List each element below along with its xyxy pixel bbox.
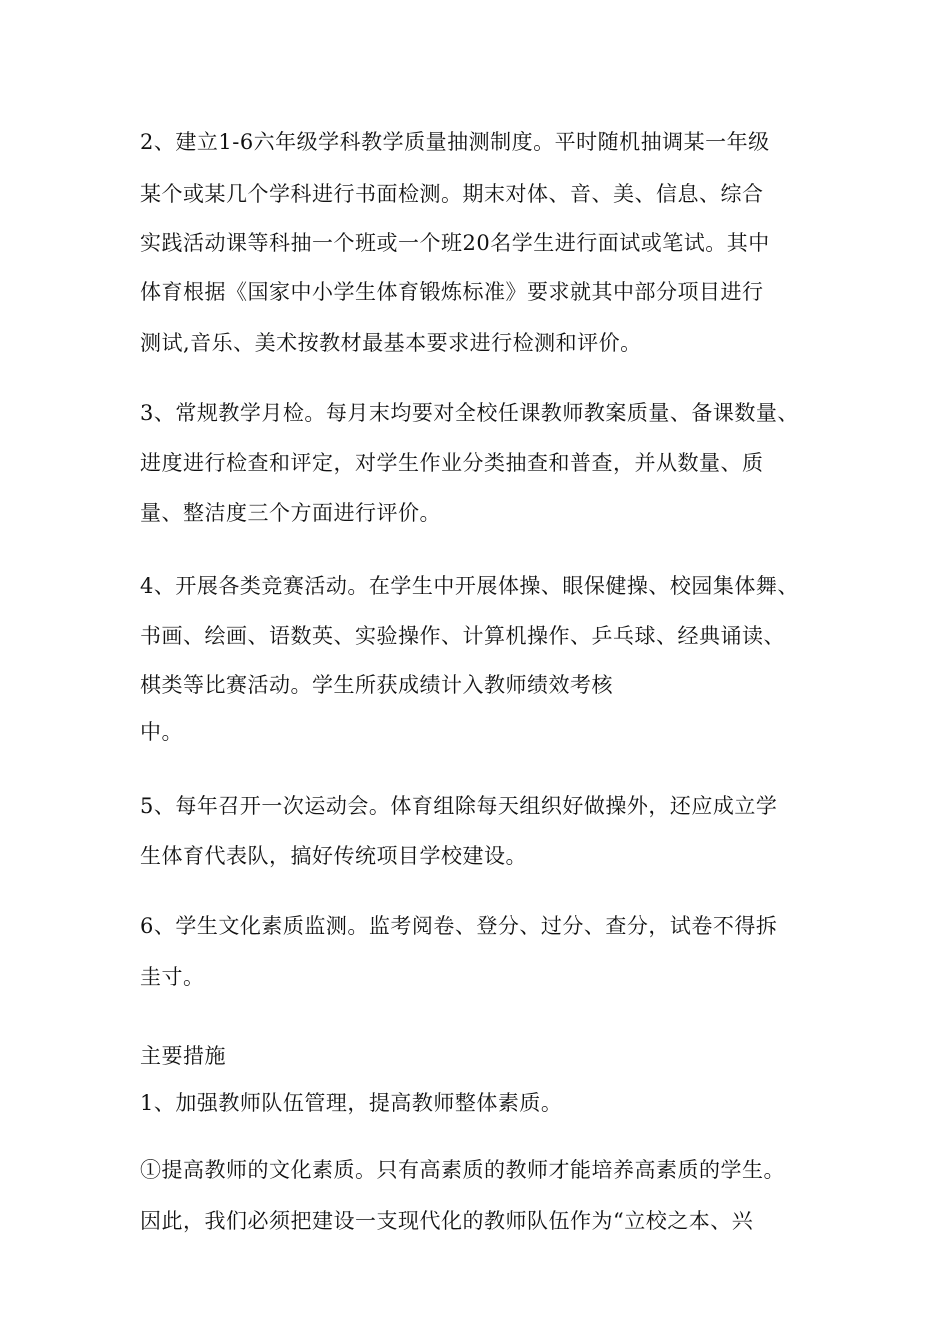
- measure-1: 1、加强教师队伍管理，提高教师整体素质。: [140, 1091, 563, 1115]
- paragraph-6-line-1: 6、学生文化素质监测。监考阅卷、登分、过分、查分，试卷不得拆: [140, 914, 778, 938]
- paragraph-5-line-2: 生体育代表队，搞好传统项目学校建设。: [140, 844, 527, 868]
- paragraph-2-line-3: 实践活动课等科抽一个班或一个班20名学生进行面试或笔试。其中: [140, 231, 770, 255]
- measure-1a-line-2: 因此，我们必须把建设一支现代化的教师队伍作为“立校之本、兴: [140, 1209, 754, 1233]
- paragraph-2-line-4: 体育根据《国家中小学生体育锻炼标准》要求就其中部分项目进行: [140, 280, 764, 304]
- paragraph-4-line-4: 中。: [140, 720, 183, 744]
- paragraph-4-line-1: 4、开展各类竞赛活动。在学生中开展体操、眼保健操、校园集体舞、: [140, 574, 799, 598]
- paragraph-2-line-1: 2、建立1-6六年级学科教学质量抽测制度。平时随机抽调某一年级: [140, 130, 770, 154]
- paragraph-5-line-1: 5、每年召开一次运动会。体育组除每天组织好做操外，还应成立学: [140, 794, 778, 818]
- paragraph-3-line-2: 进度进行检查和评定，对学生作业分类抽查和普查，并从数量、质: [140, 451, 764, 475]
- paragraph-2-line-2: 某个或某几个学科进行书面检测。期末对体、音、美、信息、综合: [140, 182, 764, 206]
- paragraph-3-line-1: 3、常规教学月检。每月末均要对全校任课教师教案质量、备课数量、: [140, 401, 799, 425]
- paragraph-4-line-2: 书画、绘画、语数英、实验操作、计算机操作、乒乓球、经典诵读、: [140, 624, 785, 648]
- paragraph-3-line-3: 量、整洁度三个方面进行评价。: [140, 501, 441, 525]
- measure-1a-line-1: ①提高教师的文化素质。只有高素质的教师才能培养高素质的学生。: [140, 1158, 785, 1182]
- paragraph-2-line-5: 测试,音乐、美术按教材最基本要求进行检测和评价。: [140, 331, 642, 355]
- paragraph-6-line-2: 圭寸。: [140, 965, 205, 989]
- paragraph-4-line-3: 棋类等比赛活动。学生所获成绩计入教师绩效考核: [140, 673, 613, 697]
- section-heading: 主要措施: [140, 1044, 226, 1068]
